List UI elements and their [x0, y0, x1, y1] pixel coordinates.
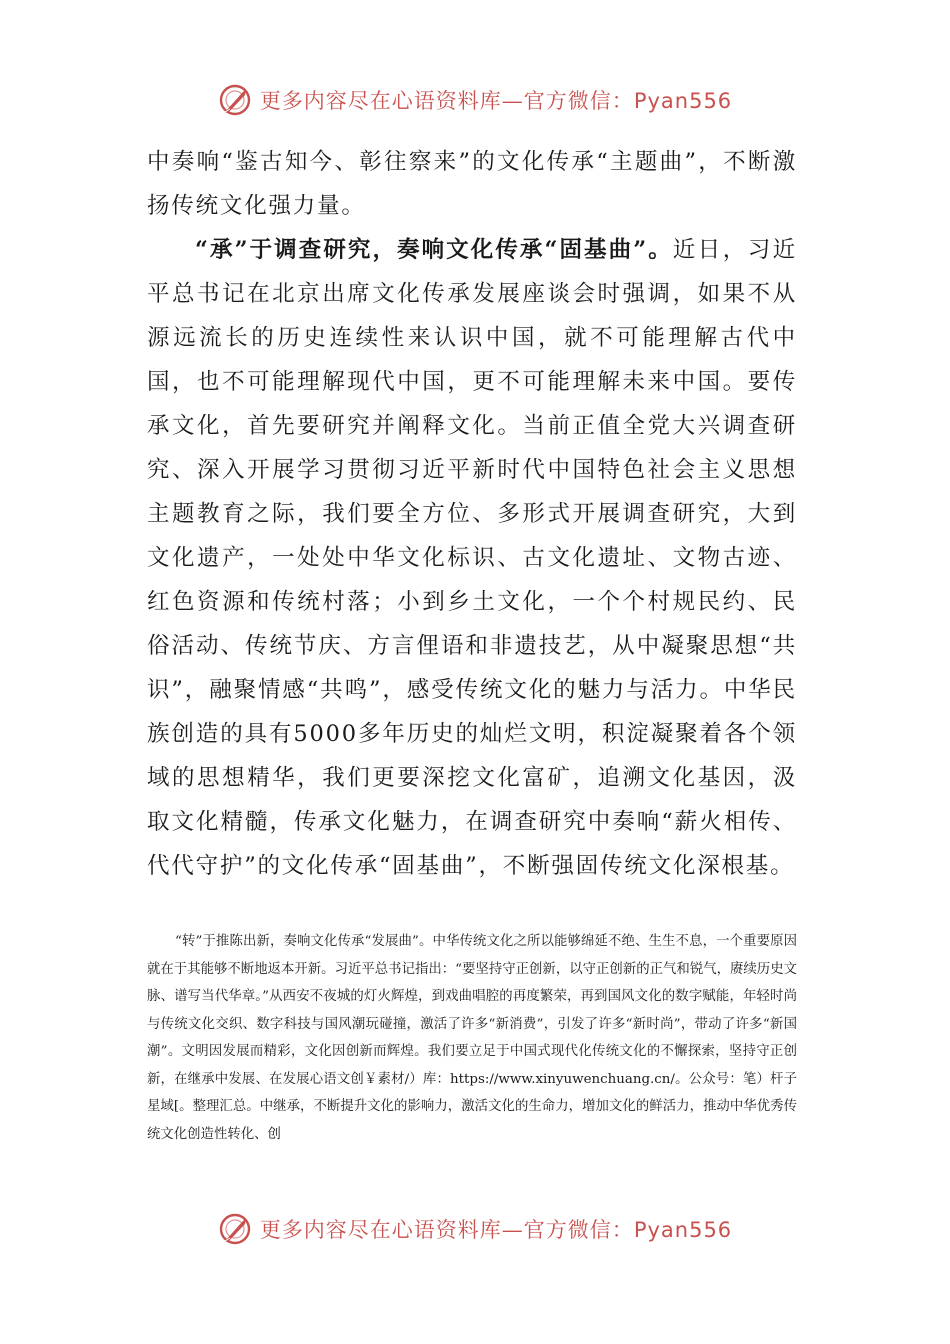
small-text-block — [147, 928, 797, 1148]
watermark-footer — [0, 1209, 950, 1249]
paragraph-1: 中奏响“鉴古知今、彰往察来”的文化传承“主题曲”，不断激扬传统文化强力量。 — [147, 149, 797, 219]
paragraph-3: “转”于推陈出新，奏响文化传承“发展曲”。中华传统文化之所以能够绵延不绝、生生不息，一个重要原因就在于其能够不断地返本开新。习近平总书记指出：“要坚持守正创新，以守正创新的正气和锐气，赓续历史文脉、谱写当代华章。”从西安不夜城的灯火辉煌，到戏曲唱腔的再度繁荣，再到国风文化的数字赋能，年轻时尚与传统文化交织、数字科技与国风潮玩碰撞，激活了许多“新消费”，引发了许多“新时尚”，带动了许多“新国潮”。文明因发展而精彩，文化因创新而辉煌。我们要立足于中国式现代化传统文化的不懈探索，坚持守正创新，在继承中发展、在发展心语文创￥素材/）库：https://www.xinyuwenchuang.cn/。公众号：笔）杆子星域[。整理汇总。中继承，不断提升文化的影响力，激活文化的生命力，增加文化的鲜活力，推动中华优秀传统文化创造性转化、创 — [147, 934, 797, 1142]
main-text-block — [147, 140, 797, 888]
paragraph-2-heading: “承”于调查研究，奏响文化传承“固基曲”。 — [195, 237, 673, 263]
watermark-text: 更多内容尽在心语资料库—官方微信：Pyan556 — [259, 1218, 733, 1242]
watermark-text: 更多内容尽在心语资料库—官方微信：Pyan556 — [259, 89, 733, 113]
pen-logo-icon — [218, 1212, 252, 1246]
paragraph-2 — [147, 228, 797, 888]
pen-logo-icon — [218, 83, 252, 117]
watermark-header — [0, 80, 950, 120]
paragraph-2-body: 近日，习近平总书记在北京出席文化传承发展座谈会时强调，如果不从源远流长的历史连续性来认识中国，就不可能理解古代中国，也不可能理解现代中国，更不可能理解未来中国。要传承文化，首先要研究并阐释文化。当前正值全党大兴调查研究、深入开展学习贯彻习近平新时代中国特色社会主义思想主题教育之际，我们要全方位、多形式开展调查研究，大到文化遗产，一处处中华文化标识、古文化遗址、文物古迹、红色资源和传统村落；小到乡土文化，一个个村规民约、民俗活动、传统节庆、方言俚语和非遗技艺，从中凝聚思想“共识”，融聚情感“共鸣”，感受传统文化的魅力与活力。中华民族创造的具有5000多年历史的灿烂文明，积淀凝聚着各个领域的思想精华，我们更要深挖文化富矿，追溯文化基因，汲取文化精髓，传承文化魅力，在调查研究中奏响“薪火相传、代代守护”的文化传承“固基曲”，不断强固传统文化深根基。 — [147, 237, 797, 879]
